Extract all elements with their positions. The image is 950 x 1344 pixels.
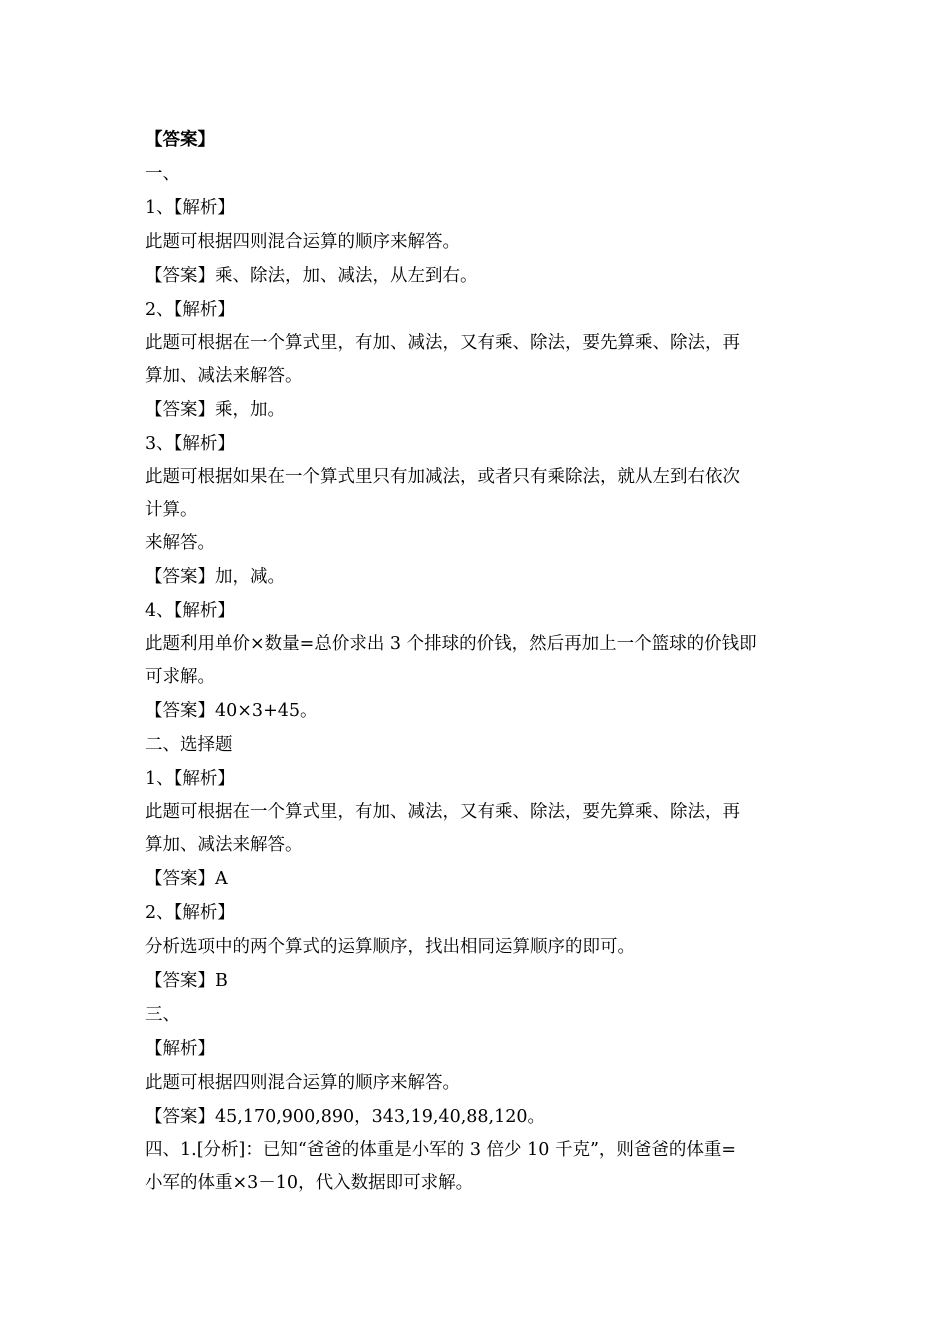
item-1-analysis-label: 1、【解析】 bbox=[145, 198, 235, 218]
choice-1-analysis-label: 1、【解析】 bbox=[145, 769, 235, 789]
document-body bbox=[145, 123, 825, 1200]
choice-2-answer: 【答案】B bbox=[145, 971, 228, 991]
item-3-analysis-text-line3: 来解答。 bbox=[145, 533, 215, 553]
item-4-analysis-label: 4、【解析】 bbox=[145, 601, 235, 621]
item-2-analysis-label: 2、【解析】 bbox=[145, 300, 235, 320]
item-2-analysis-text-line2: 算加、减法来解答。 bbox=[145, 366, 303, 386]
item-2-answer: 【答案】乘，加。 bbox=[145, 400, 285, 420]
item-3-analysis-label: 3、【解析】 bbox=[145, 434, 235, 454]
choice-2-analysis-label: 2、【解析】 bbox=[145, 903, 235, 923]
item-2-analysis-text-line1: 此题可根据在一个算式里，有加、减法，又有乘、除法，要先算乘、除法，再 bbox=[145, 333, 740, 353]
choice-1-analysis-text-line2: 算加、减法来解答。 bbox=[145, 835, 303, 855]
answer-heading: 【答案】 bbox=[145, 130, 215, 150]
section-one-heading: 一、 bbox=[145, 164, 180, 184]
section-three-analysis-text: 此题可根据四则混合运算的顺序来解答。 bbox=[145, 1073, 460, 1093]
item-3-answer: 【答案】加，减。 bbox=[145, 567, 285, 587]
section-four-text-line2: 小军的体重×3－10，代入数据即可求解。 bbox=[145, 1173, 474, 1193]
item-4-answer: 【答案】40×3+45。 bbox=[145, 701, 318, 721]
item-1-analysis-text: 此题可根据四则混合运算的顺序来解答。 bbox=[145, 232, 460, 252]
section-three-answer: 【答案】45,170,900,890，343,19,40,88,120。 bbox=[145, 1107, 546, 1127]
choice-1-analysis-text-line1: 此题可根据在一个算式里，有加、减法，又有乘、除法，要先算乘、除法，再 bbox=[145, 802, 740, 822]
item-4-analysis-text-line2: 可求解。 bbox=[145, 667, 215, 687]
section-two-heading: 二、选择题 bbox=[145, 735, 233, 755]
item-3-analysis-text-line1: 此题可根据如果在一个算式里只有加减法，或者只有乘除法，就从左到右依次 bbox=[145, 467, 740, 487]
section-four-text-line1: 四、1.[分析]：已知“爸爸的体重是小军的 3 倍少 10 千克”，则爸爸的体重= bbox=[145, 1140, 737, 1160]
section-three-heading: 三、 bbox=[145, 1005, 180, 1025]
item-3-analysis-text-line2: 计算。 bbox=[145, 500, 198, 520]
choice-1-answer: 【答案】A bbox=[145, 869, 228, 889]
section-three-analysis-label: 【解析】 bbox=[145, 1039, 215, 1059]
item-1-answer: 【答案】乘、除法，加、减法，从左到右。 bbox=[145, 266, 478, 286]
choice-2-analysis-text: 分析选项中的两个算式的运算顺序，找出相同运算顺序的即可。 bbox=[145, 937, 635, 957]
item-4-analysis-text-line1: 此题利用单价×数量=总价求出 3 个排球的价钱，然后再加上一个篮球的价钱即 bbox=[145, 634, 757, 654]
